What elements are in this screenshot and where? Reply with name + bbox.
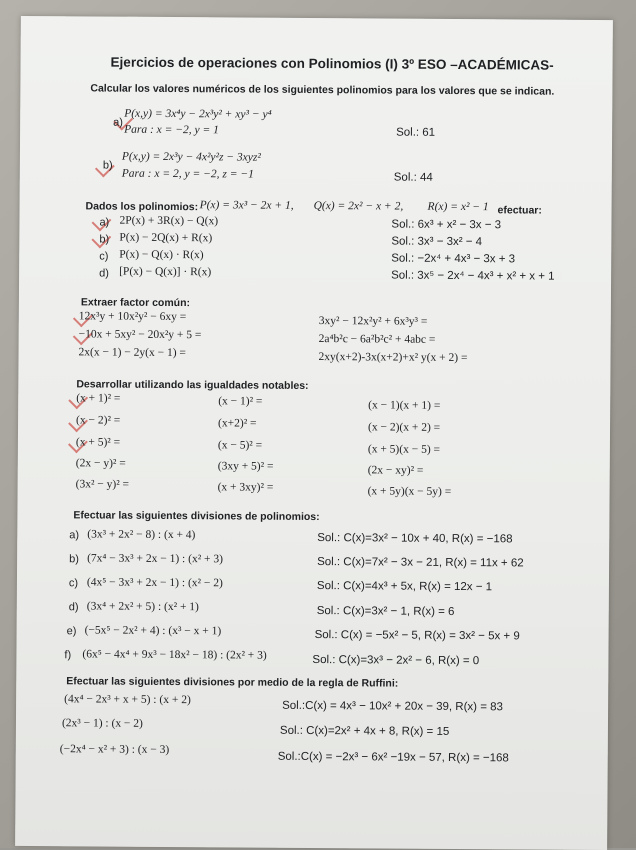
s6-2-sol: Sol.: C(x)=2x² + 4x + 8, R(x) = 15 bbox=[279, 724, 450, 738]
s1-instruction: Calcular los valores numéricos de los siguientes polinomios para los valores que se indican. bbox=[90, 82, 555, 98]
s4-c3-4: (2x − xy)² = bbox=[367, 464, 424, 477]
s4-header: Desarrollar utilizando las igualdades notables: bbox=[76, 378, 309, 392]
s2-d-sol: Sol.: 3x⁵ − 2x⁴ − 4x³ + x² + x + 1 bbox=[391, 269, 555, 283]
s3-right-1: 3xy² − 12x²y² + 6x³y³ = bbox=[318, 315, 428, 328]
s2-a-sol: Sol.: 6x³ + x² − 3x − 3 bbox=[391, 218, 502, 232]
s4-c1-4: (2x − y)² = bbox=[75, 457, 126, 470]
s3-left-1: 12x³y + 10x²y² − 6xy = bbox=[78, 310, 187, 324]
s2-c-label: c) bbox=[99, 250, 109, 263]
s5-d-label: d) bbox=[68, 601, 79, 614]
s4-c2-1: (x − 1)² = bbox=[218, 395, 263, 408]
s1-b-para: Para : x = 2, y = −2, z = −1 bbox=[121, 167, 254, 181]
s2-b-sol: Sol.: 3x³ − 3x² − 4 bbox=[391, 235, 483, 249]
s2-d-label: d) bbox=[99, 267, 109, 280]
s4-c1-2: (x − 2)² = bbox=[76, 414, 121, 427]
s1-a-poly: P(x,y) = 3x⁴y − 2x³y² + xy³ − y⁴ bbox=[124, 107, 272, 121]
s4-c2-5: (x + 3xy)² = bbox=[217, 481, 274, 494]
s2-b-expr: P(x) − 2Q(x) + R(x) bbox=[119, 231, 213, 245]
s5-d-sol: Sol.: C(x)=3x² − 1, R(x) = 6 bbox=[316, 605, 455, 618]
s1-b-sol: Sol.: 44 bbox=[393, 171, 433, 184]
s5-f-expr: (6x⁵ − 4x⁴ + 9x³ − 18x² − 18) : (2x² + 3) bbox=[82, 648, 267, 662]
s4-c3-2: (x − 2)(x + 2) = bbox=[367, 421, 441, 434]
s2-header: Dados los polinomios: bbox=[85, 200, 199, 214]
s3-left-3: 2x(x − 1) − 2y(x − 1) = bbox=[78, 346, 186, 360]
s3-header: Extraer factor común: bbox=[80, 296, 191, 310]
s4-c3-1: (x − 1)(x + 1) = bbox=[368, 399, 441, 412]
s6-3-expr: (−2x⁴ − x² + 3) : (x − 3) bbox=[59, 743, 170, 756]
s6-3-sol: Sol.:C(x) = −2x³ − 6x² −19x − 57, R(x) = −168 bbox=[277, 750, 509, 765]
s5-d-expr: (3x⁴ + 2x² + 5) : (x² + 1) bbox=[86, 600, 199, 614]
s4-c1-1: (x + 1)² = bbox=[76, 392, 121, 405]
s2-Q: Q(x) = 2x² − x + 2, bbox=[313, 199, 404, 213]
s4-c2-4: (3xy + 5)² = bbox=[217, 460, 274, 473]
s3-left-2: −10x + 5xy² − 20x²y + 5 = bbox=[78, 328, 202, 342]
s6-1-expr: (4x⁴ − 2x³ + x + 5) : (x + 2) bbox=[64, 693, 191, 707]
s5-c-expr: (4x⁵ − 3x³ + 2x − 1) : (x² − 2) bbox=[86, 576, 223, 590]
s1-a-label: a) bbox=[113, 116, 123, 129]
s5-e-sol: Sol.: C(x) = −5x² − 5, R(x) = 3x² − 5x + 9 bbox=[314, 629, 520, 643]
s2-a-expr: 2P(x) + 3R(x) − Q(x) bbox=[119, 214, 219, 228]
s5-f-sol: Sol.: C(x)=3x³ − 2x² − 6, R(x) = 0 bbox=[312, 653, 480, 668]
s5-a-sol: Sol.: C(x)=3x² − 10x + 40, R(x) = −168 bbox=[317, 532, 513, 546]
s6-1-sol: Sol.:C(x) = 4x³ − 10x² + 20x − 39, R(x) = 83 bbox=[282, 699, 503, 714]
s5-b-label: b) bbox=[69, 553, 79, 566]
s4-c3-5: (x + 5y)(x − 5y) = bbox=[367, 485, 452, 498]
s2-b-label: b) bbox=[99, 233, 110, 246]
s5-f-label: f) bbox=[64, 649, 72, 662]
s5-c-sol: Sol.: C(x)=4x³ + 5x, R(x) = 12x − 1 bbox=[316, 580, 493, 594]
s6-header: Efectuar las siguientes divisiones por medio de la regla de Ruffini: bbox=[66, 675, 399, 690]
s2-R: R(x) = x² − 1 bbox=[427, 200, 489, 214]
s2-c-expr: P(x) − Q(x) · R(x) bbox=[119, 248, 204, 262]
s4-c3-3: (x + 5)(x − 5) = bbox=[367, 443, 441, 456]
s3-right-3: 2xy(x+2)-3x(x+2)+x² y(x + 2) = bbox=[318, 351, 468, 365]
s2-efectuar: efectuar: bbox=[497, 204, 542, 217]
s5-b-expr: (7x⁴ − 3x³ + 2x − 1) : (x² + 3) bbox=[87, 552, 224, 566]
s2-a-label: a) bbox=[99, 216, 110, 229]
s1-b-label: b) bbox=[102, 159, 113, 172]
page-title: Ejercicios de operaciones con Polinomios (I) 3º ESO –ACADÉMICAS- bbox=[110, 54, 554, 73]
worksheet-page bbox=[15, 16, 613, 850]
s5-b-sol: Sol.: C(x)=7x² − 3x − 21, R(x) = 11x + 62 bbox=[317, 556, 524, 570]
s4-c2-2: (x+2)² = bbox=[218, 417, 257, 430]
s5-e-label: e) bbox=[66, 625, 77, 638]
s2-d-expr: [P(x) − Q(x)] · R(x) bbox=[119, 265, 212, 279]
s1-b-poly: P(x,y) = 2x³y − 4x²y²z − 3xyz² bbox=[121, 150, 261, 164]
s2-P: P(x) = 3x³ − 2x + 1, bbox=[199, 199, 294, 212]
s4-c1-5: (3x² − y)² = bbox=[75, 478, 130, 491]
s5-e-expr: (−5x⁵ − 2x² + 4) : (x³ − x + 1) bbox=[84, 624, 222, 638]
s1-a-para: Para : x = −2, y = 1 bbox=[124, 123, 219, 137]
s4-c2-3: (x − 5)² = bbox=[217, 439, 263, 452]
s1-a-sol: Sol.: 61 bbox=[396, 126, 436, 139]
s5-a-expr: (3x³ + 2x² − 8) : (x + 4) bbox=[87, 528, 196, 542]
s5-header: Efectuar las siguientes divisiones de polinomios: bbox=[73, 509, 320, 524]
s3-right-2: 2a⁴b²c − 6a²b²c² + 4abc = bbox=[318, 333, 436, 346]
s2-c-sol: Sol.: −2x⁴ + 4x³ − 3x + 3 bbox=[391, 252, 516, 266]
s5-c-label: c) bbox=[68, 577, 79, 590]
s6-2-expr: (2x³ − 1) : (x − 2) bbox=[61, 717, 143, 730]
s5-a-label: a) bbox=[69, 529, 80, 542]
s4-c1-3: (x + 5)² = bbox=[75, 436, 121, 449]
